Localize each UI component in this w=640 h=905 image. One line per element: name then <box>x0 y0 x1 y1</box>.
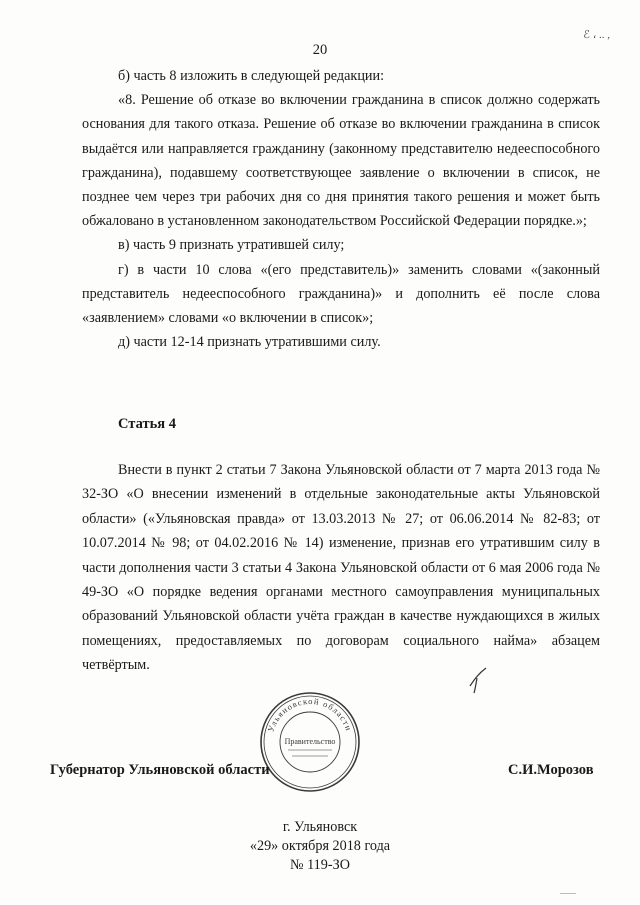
footer-city: г. Ульяновск <box>282 819 358 835</box>
page-number: 20 <box>312 42 328 58</box>
amendment-text <box>82 64 600 354</box>
handwritten-corner-mark: ℰ ، .. , <box>583 29 610 41</box>
svg-text:Ульяновской области <box>266 696 355 733</box>
signatory-name: С.И.Морозов <box>508 762 594 778</box>
paragraph-v: в) часть 9 признать утратившей силу; <box>118 237 345 254</box>
official-seal <box>258 690 362 794</box>
paragraph-quoted-part-8: «8. Решение об отказе во включении гражданина в список должно содержать основания для такого отказа. Решение об отказе во включении гражданина в список выдаётся или направляется гражданину (законному представителю недееспособного гражданина), подавшему соответствующее заявление о включении в список, не позднее чем через три рабочих дня со дня принятия такого решения и может быть обжаловано в установленном законодательством Российской Федерации порядке.»; <box>82 92 600 230</box>
footer-date: «29» октября 2018 года <box>249 838 391 854</box>
article-heading: Статья 4 <box>118 416 176 432</box>
article-body <box>82 458 600 678</box>
page-edge-mark <box>560 893 576 894</box>
article-paragraph: Внести в пункт 2 статьи 7 Закона Ульяновской области от 7 марта 2013 года № 32-ЗО «О внесении изменений в отдельные законодательные акты Ульяновской области» («Ульяновская правда» от 13.03.2013 № 27; от 06.06.2014 № 82-83; от 10.07.2014 № 98; от 04.02.2016 № 14) изменение, признав его утратившим силу в части дополнения части 3 статьи 4 Закона Ульяновской области от 6 мая 2006 года № 49-ЗО «О порядке ведения органами местного самоуправления муниципальных образований Ульяновской области учёта граждан в качестве нуждающихся в жилых помещениях, предоставляемых по договорам социального найма» абзацем четвёртым. <box>82 462 600 674</box>
document-footer <box>0 818 640 875</box>
footer-law-number: № 119-ЗО <box>290 857 350 873</box>
handwritten-tick-signature <box>468 666 488 694</box>
seal-ring-text: Ульяновской области <box>265 695 355 734</box>
paragraph-g: г) в части 10 слова «(его представитель)» заменить словами «(законный представитель недееспособного гражданина)» и дополнить её после слова «заявлением» словами «о включении в список»; <box>82 261 600 327</box>
seal-center-text: Правительство <box>284 737 336 746</box>
paragraph-b: б) часть 8 изложить в следующей редакции: <box>118 68 385 84</box>
paragraph-d: д) части 12-14 признать утратившими силу. <box>118 334 381 351</box>
signatory-position: Губернатор Ульяновской области <box>50 762 270 778</box>
